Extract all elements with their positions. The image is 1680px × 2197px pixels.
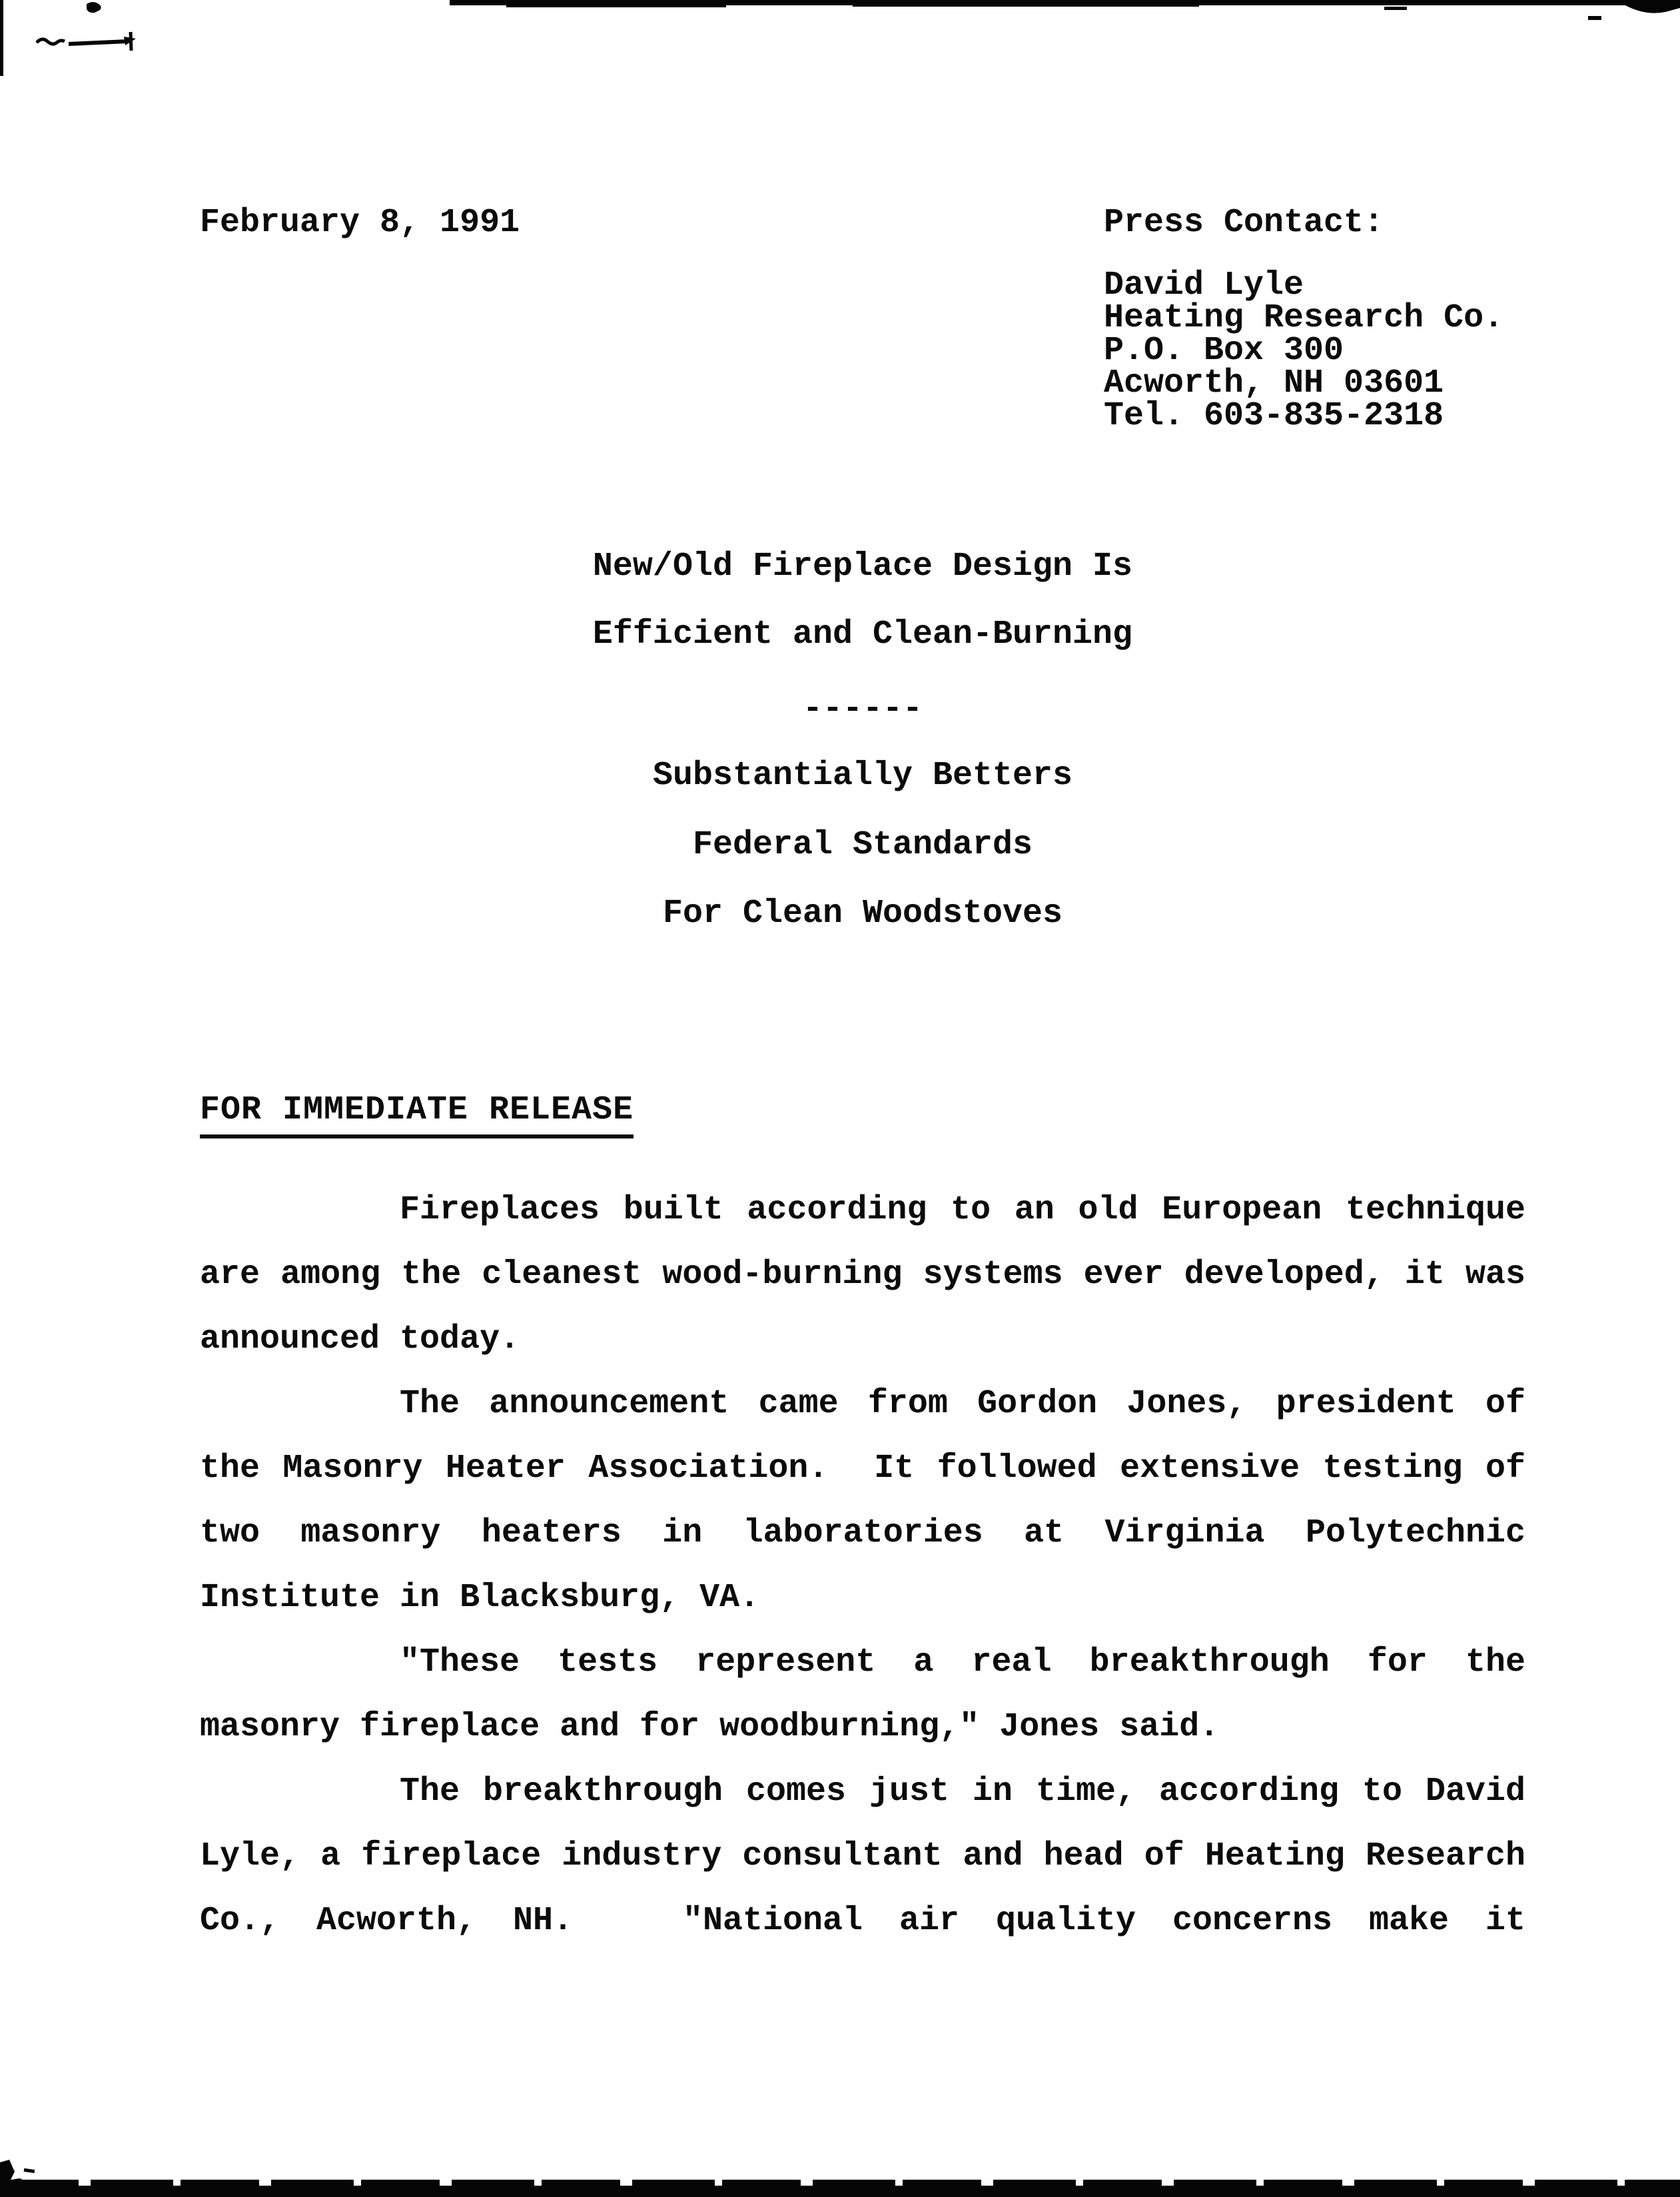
body-line: the Masonry Heater Association. It followed extensive testing of	[200, 1450, 1525, 1488]
contact-line: David Lyle	[1104, 266, 1304, 304]
release-heading-wrap	[200, 1091, 633, 1138]
body-line: two masonry heaters in laboratories at Virginia Polytechnic	[200, 1514, 1525, 1552]
contact-line: Tel. 603-835-2318	[1104, 397, 1444, 435]
press-contact-block	[1104, 266, 1504, 435]
contact-line: Acworth, NH 03601	[1104, 364, 1444, 402]
body-line: masonry fireplace and for woodburning," Jones said.	[200, 1708, 1220, 1746]
date-line: February 8, 1991	[200, 204, 520, 242]
body-line: The breakthrough comes just in time, according to David	[400, 1773, 1525, 1811]
scan-artifact-bottom-notches	[0, 2180, 1680, 2186]
scan-artifact-top-edge	[0, 0, 1680, 87]
scan-artifact-bottom-edge	[0, 2180, 1680, 2197]
release-heading: FOR IMMEDIATE RELEASE	[200, 1091, 633, 1138]
headline-line-1: New/Old Fireplace Design Is	[592, 548, 1133, 586]
body-line: The announcement came from Gordon Jones, president of	[400, 1385, 1525, 1423]
body-line: Lyle, a fireplace industry consultant and head of Heating Research	[200, 1837, 1525, 1875]
contact-line: Heating Research Co.	[1104, 299, 1504, 337]
subtitle-line-2: Federal Standards	[692, 826, 1033, 864]
body-line: "These tests represent a real breakthrough for the	[400, 1643, 1525, 1681]
subtitle-line-1: Substantially Betters	[652, 757, 1073, 795]
press-contact-label: Press Contact:	[1104, 204, 1384, 242]
body-text	[200, 1178, 1525, 1953]
headline-divider-dashes: ------	[802, 690, 923, 728]
headline-line-2: Efficient and Clean-Burning	[592, 616, 1133, 654]
body-line: Institute in Blacksburg, VA.	[200, 1579, 760, 1617]
body-line: Fireplaces built according to an old European technique	[400, 1191, 1525, 1229]
subtitle-line-3: For Clean Woodstoves	[662, 895, 1063, 933]
body-line: Co., Acworth, NH. "National air quality concerns make it	[200, 1902, 1525, 1940]
contact-line: P.O. Box 300	[1104, 332, 1344, 370]
body-line: are among the cleanest wood-burning systems ever developed, it was	[200, 1256, 1525, 1294]
body-line: announced today.	[200, 1320, 520, 1358]
scan-artifact-bottom-left-mark	[0, 2158, 80, 2197]
